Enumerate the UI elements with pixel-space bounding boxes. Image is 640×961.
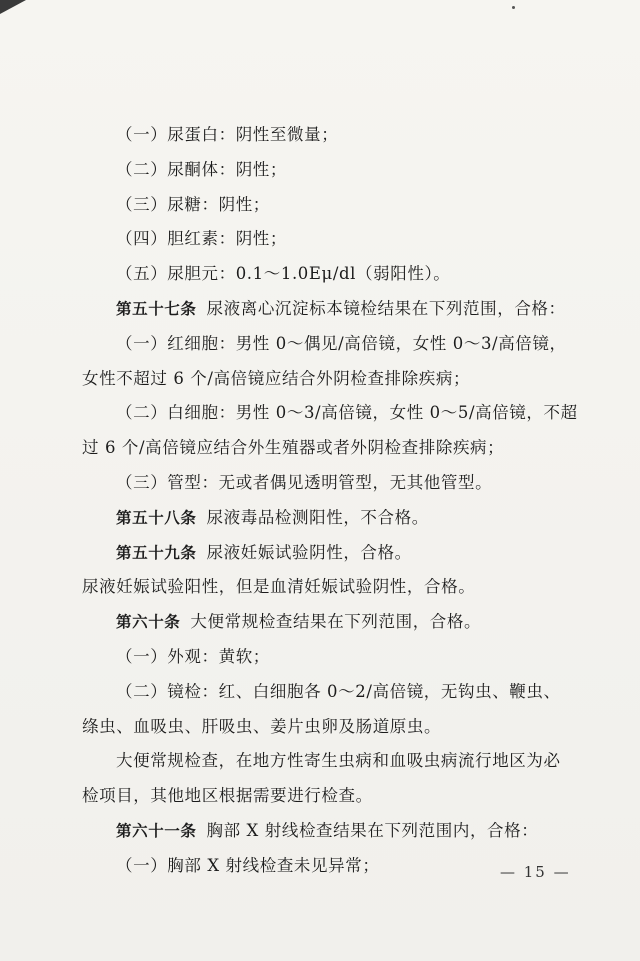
text-line-content: （一）尿蛋白：阴性至微量； [116, 125, 339, 144]
text-line [82, 675, 592, 710]
article-number: 第五十九条 [116, 543, 197, 562]
document-body [82, 118, 592, 884]
text-line-content: 尿液妊娠试验阳性，但是血清妊娠试验阴性，合格。 [82, 577, 476, 597]
text-line [82, 779, 592, 814]
article-line [82, 292, 592, 327]
text-line [82, 710, 592, 745]
text-line-content: （三）尿糖：阴性； [116, 194, 270, 214]
article-text: 大便常规检查结果在下列范围，合格。 [190, 612, 482, 632]
article-text: 尿液离心沉淀标本镜检结果在下列范围，合格： [206, 298, 566, 318]
text-line-content: （一）外观：黄软； [116, 646, 270, 666]
text-line [82, 431, 592, 466]
article-text: 胸部 X 射线检查结果在下列范围内，合格： [206, 820, 539, 840]
page-number: — 15 — [500, 863, 571, 881]
article-number: 第六十一条 [116, 821, 197, 840]
text-line-content: 检项目，其他地区根据需要进行检查。 [82, 786, 373, 806]
text-line-content: （一）红细胞：男性 0～偶见/高倍镜，女性 0～3/高倍镜， [116, 333, 567, 353]
article-number: 第五十七条 [116, 299, 197, 318]
text-line-content: （一）胸部 X 射线检查未见异常； [116, 855, 380, 875]
scan-dot [512, 6, 515, 9]
text-line-content: 女性不超过 6 个/高倍镜应结合外阴检查排除疾病； [82, 368, 471, 388]
text-line-content: （二）尿酮体：阴性； [116, 159, 287, 179]
text-line [82, 744, 592, 779]
text-line-content: 过 6 个/高倍镜应结合外生殖器或者外阴检查排除疾病； [82, 438, 505, 458]
text-line-content: （五）尿胆元：0.1～1.0Eμ/dl（弱阳性）。 [116, 264, 451, 284]
text-line-content: （三）管型：无或者偶见透明管型，无其他管型。 [116, 472, 493, 492]
article-text: 尿液毒品检测阳性，不合格。 [206, 507, 429, 527]
article-line [82, 605, 592, 640]
scan-corner-mark [0, 0, 26, 14]
text-line [82, 118, 592, 153]
text-line [82, 188, 592, 223]
article-line [82, 536, 592, 571]
text-line [82, 362, 592, 397]
article-number: 第五十八条 [116, 508, 197, 527]
text-line-content: （二）镜检：红、白细胞各 0～2/高倍镜，无钩虫、鞭虫、 [116, 681, 561, 701]
article-number: 第六十条 [116, 613, 181, 632]
text-line [82, 257, 592, 292]
text-line [82, 640, 592, 675]
text-line-content: （四）胆红素：阴性； [116, 229, 287, 249]
article-line [82, 501, 592, 536]
text-line-content: （二）白细胞：男性 0～3/高倍镜，女性 0～5/高倍镜，不超 [116, 403, 578, 423]
text-line [82, 222, 592, 257]
text-line [82, 466, 592, 501]
text-line-content: 绦虫、血吸虫、肝吸虫、姜片虫卵及肠道原虫。 [82, 716, 442, 736]
text-line [82, 153, 592, 188]
article-line [82, 814, 592, 849]
text-line [82, 570, 592, 605]
text-line [82, 327, 592, 362]
article-text: 尿液妊娠试验阴性，合格。 [206, 542, 412, 562]
text-line [82, 396, 592, 431]
text-line-content: 大便常规检查，在地方性寄生虫病和血吸虫病流行地区为必 [116, 751, 561, 771]
